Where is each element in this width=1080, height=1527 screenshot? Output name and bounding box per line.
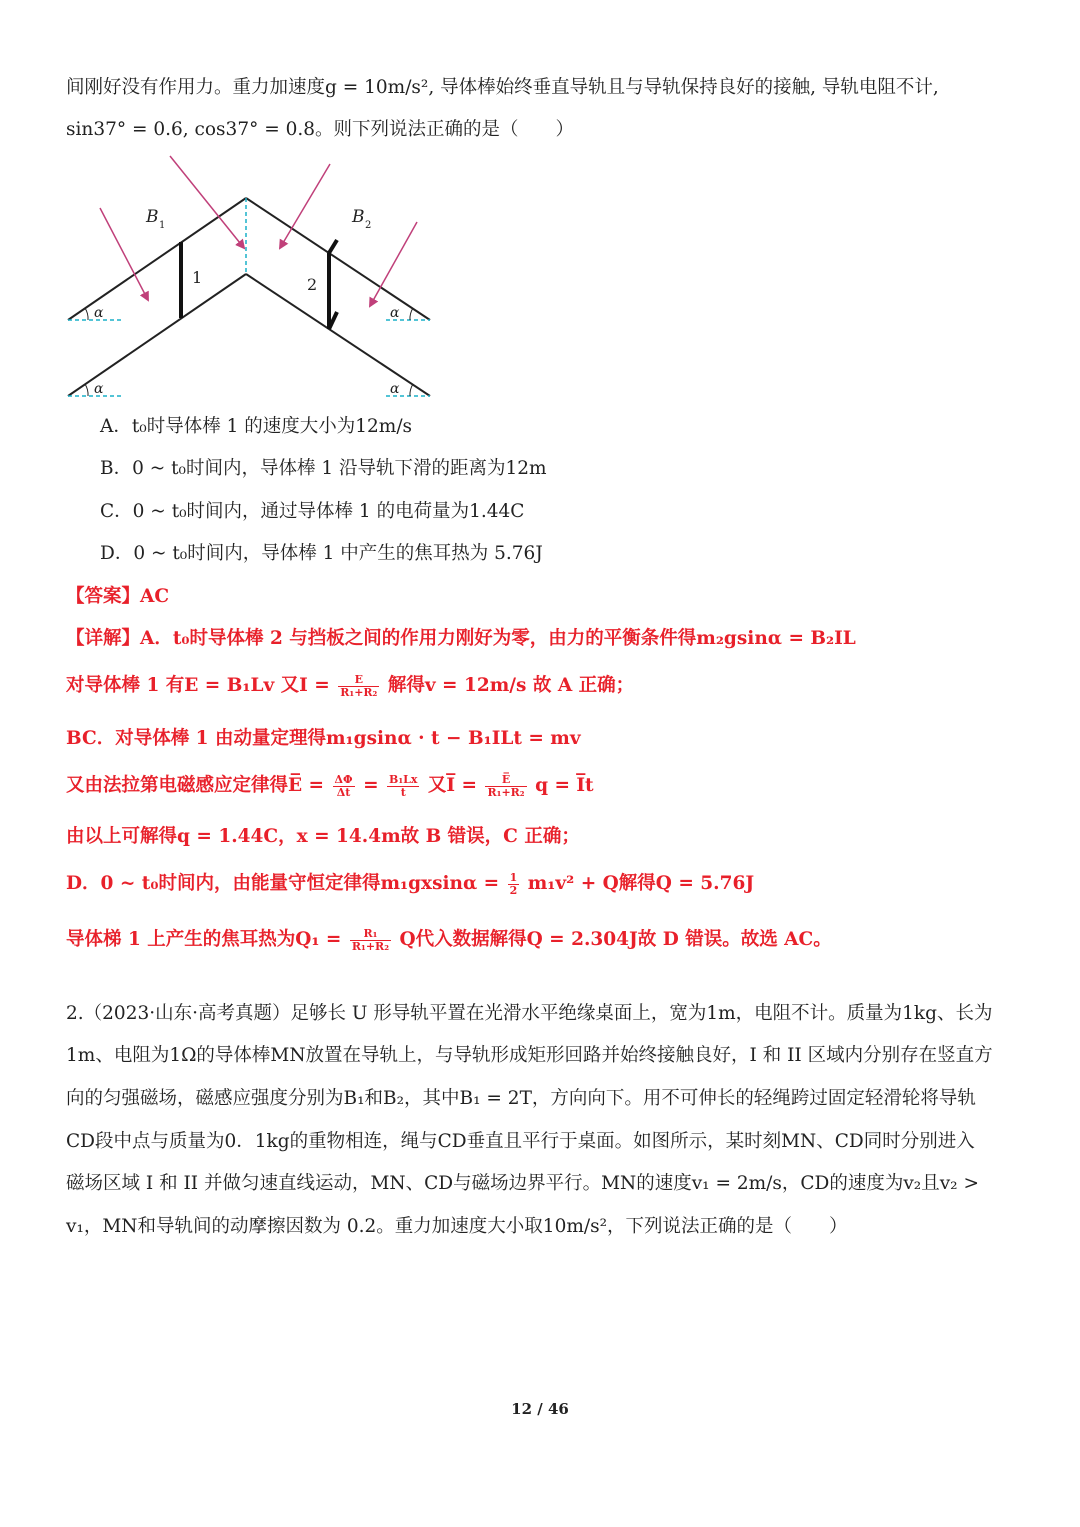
emf-fraction-den: t [400,785,406,799]
detail-a: 【详解】A．t₀时导体棒 2 与挡板之间的作用力刚好为零，由力的平衡条件得m₂gsinα = B₂IL [66,628,856,649]
field-arrow-b1-right [170,156,244,248]
alpha-label-3: α [94,381,104,397]
option-a: A．t₀时导体棒 1 的速度大小为12m/s [100,416,413,437]
detail-energy-post: m₁v² + Q解得Q = 5.76J [527,873,755,894]
flux-fraction-num: ΔΦ [334,772,353,786]
field-arrow-b1-left [100,208,148,300]
rod-2-label: 2 [307,275,318,294]
detail-faraday-mid: 又I̅ = [427,775,478,796]
equals-sign: = [363,775,379,796]
lower-left-rail [68,274,246,396]
b1-subscript: 1 [159,220,166,231]
half-fraction-den: 2 [509,883,518,897]
detail-result: 由以上可解得q = 1.44C，x = 14.4m故 B 错误，C 正确； [66,826,580,847]
field-arrow-b2-right [370,222,417,306]
resistance-fraction [350,928,391,953]
detail-faraday-post: q = I̅t [535,775,594,796]
alpha-label-1: α [94,305,104,321]
upper-right-rail [246,198,430,320]
angle-arc-1 [85,308,88,320]
flux-fraction [333,774,355,799]
b2-label: B [352,207,365,227]
detail-bc: BC．对导体棒 1 由动量定理得m₁gsinα · t − B₁ILt = mv [66,728,581,749]
detail-emf-post: 解得v = 12m/s 故 A 正确； [387,675,635,696]
detail-emf-pre: 对导体棒 1 有E = B₁Lv 又I = [66,675,330,696]
q2-line-2: 1m、电阻为1Ω的导体棒MN放置在导轨上，与导轨形成矩形回路并始终接触良好，I 和 II 区域内分别存在竖直方 [66,1045,993,1066]
avg-current-fraction-num: E̅ [485,774,526,787]
detail-emf [66,673,634,699]
detail-faraday [66,773,594,799]
option-b: B．0 ~ t₀时间内，导体棒 1 沿导轨下滑的距离为12m [100,458,547,479]
detail-energy-pre: D．0 ~ t₀时间内，由能量守恒定律得m₁gxsinα = [66,873,500,894]
current-fraction-den: R₁+R₂ [340,685,378,699]
field-arrow-b2-left [280,164,330,248]
detail-joule-post: Q代入数据解得Q = 2.304J故 D 错误。故选 AC。 [399,929,832,950]
flux-fraction-den: Δt [336,785,351,799]
half-fraction-num: 1 [509,870,518,884]
option-d: D．0 ~ t₀时间内，导体棒 1 中产生的焦耳热为 5.76J [100,543,543,564]
detail-faraday-pre: 又由法拉第电磁感应定律得E̅ = [66,775,325,796]
q2-line-1: 2.（2023·山东·高考真题）足够长 U 形导轨平置在光滑水平绝缘桌面上，宽为1m，电阻不计。质量为1kg、长为 [66,1003,993,1024]
emf-fraction-num: B₁Lx [389,772,418,786]
q2-line-5: 磁场区域 I 和 II 并做匀速直线运动，MN、CD与磁场边界平行。MN的速度v₁ = 2m/s，CD的速度为v₂且v₂ > [66,1173,979,1194]
avg-current-fraction [485,774,526,799]
lower-right-rail [246,274,430,396]
detail-joule-pre: 导体梯 1 上产生的焦耳热为Q₁ = [66,929,342,950]
b1-label: B [146,207,159,227]
detail-joule [66,927,832,953]
detail-energy [66,871,754,897]
emf-fraction [387,774,419,799]
resistance-fraction-den: R₁+R₂ [351,939,390,953]
avg-current-fraction-den: R₁+R₂ [487,785,525,799]
alpha-label-4: α [390,381,400,397]
current-fraction [338,674,379,699]
b2-subscript: 2 [365,220,372,231]
resistance-fraction-num: R₁ [350,928,391,941]
q2-line-6: v₁，MN和导轨间的动摩擦因数为 0.2。重力加速度大小取10m/s²，下列说法正确的是（ ） [66,1216,848,1237]
angle-arc-2 [410,308,413,320]
page-number: 12 / 46 [511,1400,569,1418]
q2-line-3: 向的匀强磁场，磁感应强度分别为B₁和B₂，其中B₁ = 2T，方向向下。用不可伸长的轻绳跨过固定轻滑轮将导轨 [66,1088,976,1109]
current-fraction-num: E [338,674,379,687]
rail-diagram [60,150,440,400]
angle-arc-4 [410,384,413,396]
q1-stem-line-2: sin37° = 0.6, cos37° = 0.8。则下列说法正确的是（ ） [66,119,575,140]
half-fraction [508,872,520,897]
q2-line-4: CD段中点与质量为0．1kg的重物相连，绳与CD垂直且平行于桌面。如图所示，某时刻MN、CD同时分别进入 [66,1131,975,1152]
answer-line: 【答案】AC [66,586,170,607]
option-c: C．0 ~ t₀时间内，通过导体棒 1 的电荷量为1.44C [100,501,525,522]
q1-stem-line-1: 间刚好没有作用力。重力加速度g = 10m/s², 导体棒始终垂直导轨且与导轨保持良好的接触, 导轨电阻不计, [66,77,939,98]
rod-2-stopper-top [329,240,337,253]
alpha-label-2: α [390,305,400,321]
rod-1-label: 1 [192,268,203,287]
angle-arc-3 [85,384,88,396]
